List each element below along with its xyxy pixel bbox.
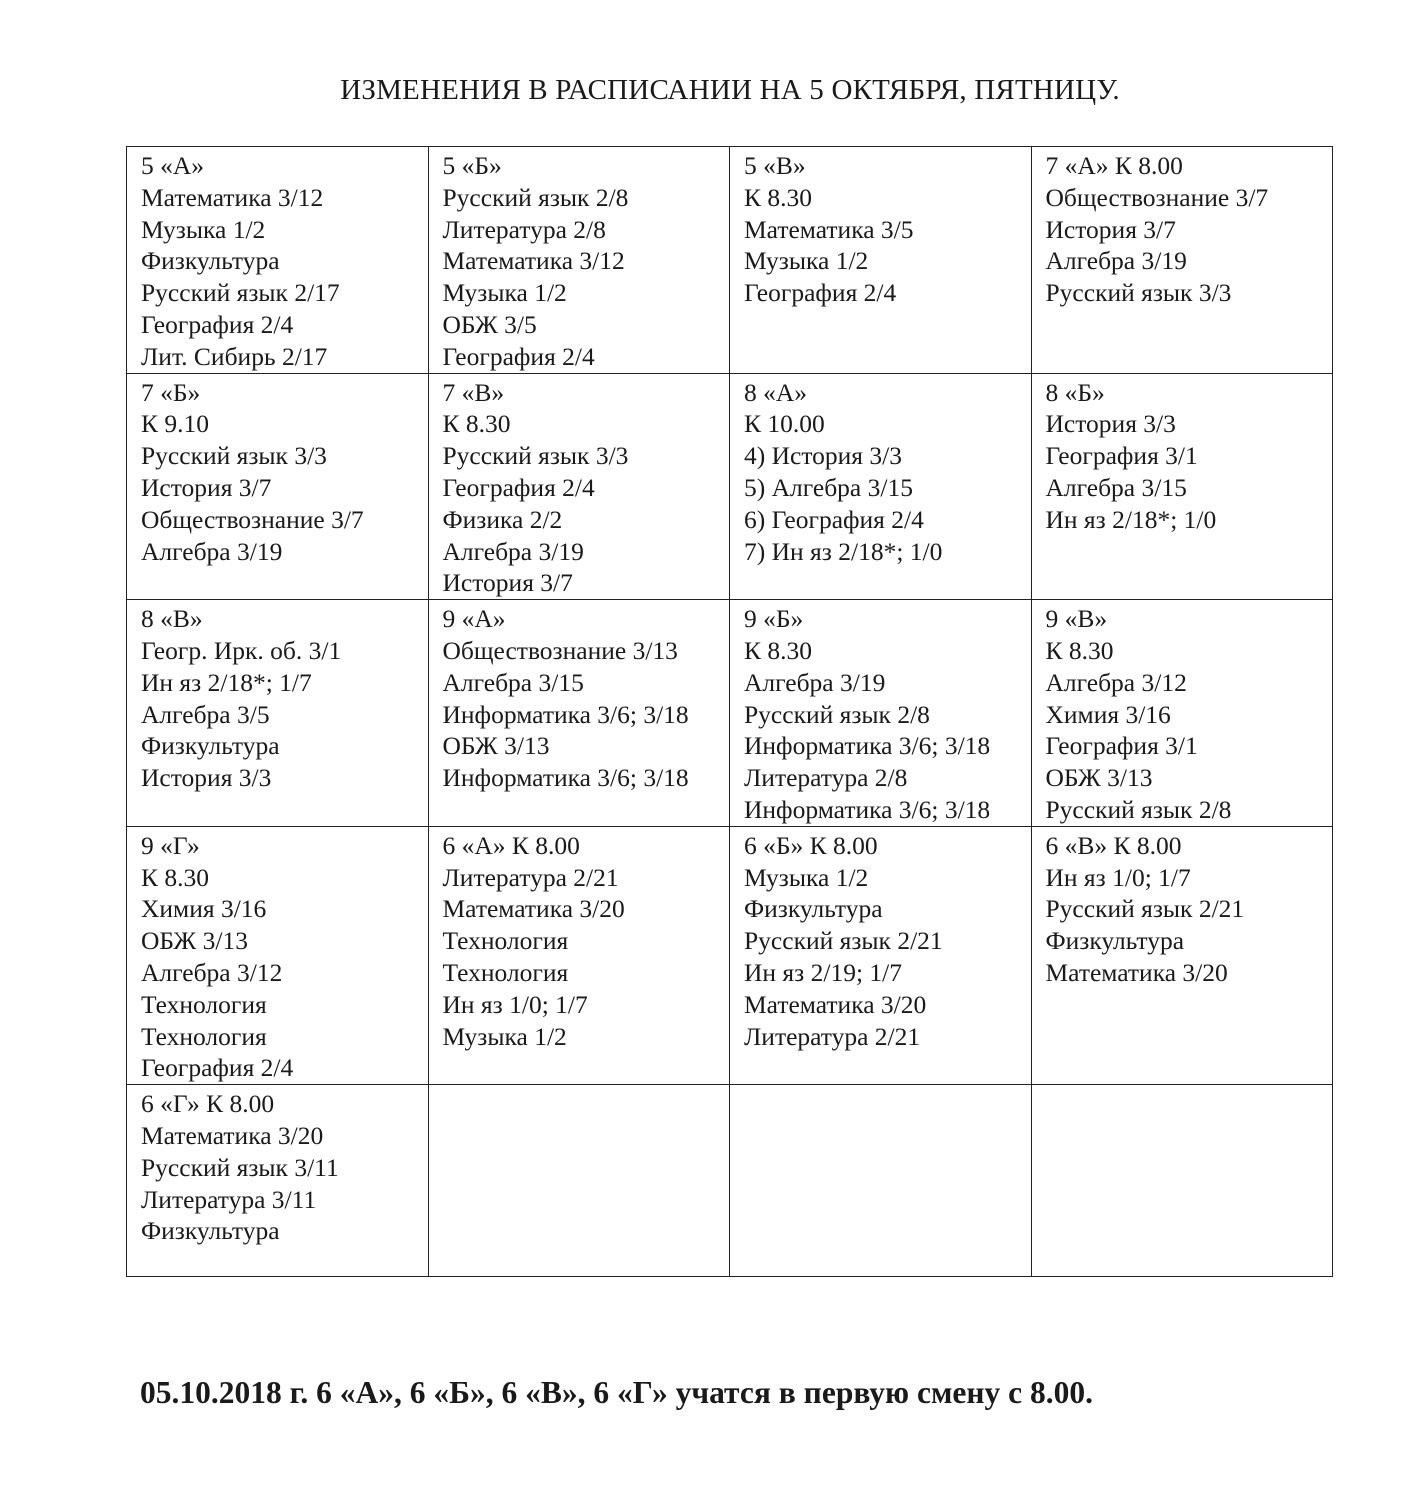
lesson-entry: География 2/4 bbox=[442, 341, 595, 371]
schedule-row bbox=[127, 1085, 1333, 1277]
lesson-entry: История 3/7 bbox=[141, 472, 272, 502]
schedule-row bbox=[127, 373, 1333, 600]
lesson-entry: Алгебра 3/12 bbox=[141, 957, 283, 987]
lesson-entry: К 8.30 bbox=[442, 409, 511, 439]
class-cell bbox=[730, 373, 1032, 600]
class-header: 8 «В» bbox=[141, 604, 203, 634]
lesson-entry: ОБЖ 3/5 bbox=[442, 309, 537, 339]
lesson-entry: История 3/7 bbox=[1045, 214, 1176, 244]
class-header: 9 «Г» bbox=[141, 830, 200, 860]
lesson-entry: Математика 3/20 bbox=[141, 1120, 324, 1150]
lesson-entry: 5) Алгебра 3/15 bbox=[744, 472, 913, 502]
lesson-entry: Информатика 3/6; 3/18 bbox=[744, 794, 991, 824]
class-cell bbox=[428, 826, 730, 1084]
lesson-entry: ОБЖ 3/13 bbox=[141, 926, 248, 956]
lesson-entry: Ин яз 2/19; 1/7 bbox=[744, 957, 902, 987]
lesson-entry: Литература 2/21 bbox=[744, 1021, 921, 1051]
lesson-entry: Математика 3/20 bbox=[1045, 957, 1228, 987]
lesson-entry: Русский язык 2/17 bbox=[141, 278, 340, 308]
lesson-entry: Ин яз 1/0; 1/7 bbox=[442, 989, 588, 1019]
lesson-entry: К 8.30 bbox=[744, 635, 813, 665]
lesson-entry: ОБЖ 3/13 bbox=[442, 731, 550, 761]
lesson-entry: Лит. Сибирь 2/17 bbox=[141, 341, 328, 371]
class-header: 7 «В» bbox=[442, 377, 505, 407]
lesson-entry: Физкультура bbox=[1045, 926, 1185, 956]
class-header: 5 «В» bbox=[744, 151, 806, 180]
lesson-entry: Технология bbox=[141, 989, 267, 1019]
class-header: 6 «В» К 8.00 bbox=[1045, 830, 1182, 860]
class-header: 9 «А» bbox=[442, 604, 506, 634]
class-cell bbox=[127, 373, 429, 600]
lesson-entry: Литература 2/8 bbox=[744, 763, 908, 793]
class-header: 6 «Г» К 8.00 bbox=[141, 1089, 275, 1119]
lesson-entry: Технология bbox=[442, 926, 569, 956]
class-cell bbox=[1031, 147, 1333, 374]
lesson-entry: Музыка 1/2 bbox=[442, 1021, 567, 1051]
lesson-entry: Физика 2/2 bbox=[442, 504, 563, 534]
lesson-entry: Информатика 3/6; 3/18 bbox=[442, 699, 689, 729]
lesson-entry: История 3/3 bbox=[1045, 409, 1176, 439]
lesson-entry: Русский язык 3/11 bbox=[141, 1152, 339, 1182]
lesson-entry: Технология bbox=[442, 957, 569, 987]
class-cell bbox=[730, 147, 1032, 374]
class-header: 8 «А» bbox=[744, 377, 808, 407]
lesson-entry: Ин яз 1/0; 1/7 bbox=[1045, 862, 1191, 892]
class-cell bbox=[127, 147, 429, 374]
lesson-entry: История 3/7 bbox=[442, 568, 573, 598]
schedule-row bbox=[127, 147, 1333, 374]
lesson-entry: Русский язык 2/8 bbox=[1045, 794, 1232, 824]
class-cell bbox=[127, 1085, 429, 1277]
lesson-entry: Русский язык 2/21 bbox=[1045, 894, 1245, 924]
class-header: 8 «Б» bbox=[1045, 377, 1105, 407]
lesson-entry: История 3/3 bbox=[141, 763, 272, 793]
lesson-entry: Алгебра 3/19 bbox=[1045, 246, 1187, 276]
lesson-entry: Русский язык 2/8 bbox=[442, 182, 629, 212]
lesson-entry: География 2/4 bbox=[141, 309, 294, 339]
lesson-entry: География 2/4 bbox=[141, 1053, 294, 1083]
lesson-entry: 6) География 2/4 bbox=[744, 504, 924, 534]
lesson-entry: Музыка 1/2 bbox=[744, 246, 869, 276]
lesson-entry: География 2/4 bbox=[744, 278, 897, 308]
schedule-table bbox=[126, 146, 1333, 1277]
lesson-entry: Ин яз 2/18*; 1/7 bbox=[141, 667, 312, 697]
lesson-entry: Литература 2/21 bbox=[442, 862, 619, 892]
lesson-entry: Физкультура bbox=[141, 246, 280, 276]
lesson-entry: Информатика 3/6; 3/18 bbox=[442, 763, 689, 793]
lesson-entry: Ин яз 2/18*; 1/0 bbox=[1045, 504, 1217, 534]
lesson-entry: Физкультура bbox=[744, 894, 883, 924]
lesson-entry: Алгебра 3/19 bbox=[744, 667, 886, 697]
class-cell bbox=[428, 600, 730, 827]
lesson-entry: 7) Ин яз 2/18*; 1/0 bbox=[744, 536, 943, 566]
class-cell bbox=[1031, 826, 1333, 1084]
lesson-entry: Музыка 1/2 bbox=[744, 862, 869, 892]
class-cell bbox=[127, 600, 429, 827]
class-cell bbox=[1031, 600, 1333, 827]
class-header: 5 «Б» bbox=[442, 151, 502, 180]
lesson-entry: Музыка 1/2 bbox=[141, 214, 266, 244]
lesson-entry: К 8.30 bbox=[744, 182, 813, 212]
lesson-entry: ОБЖ 3/13 bbox=[1045, 763, 1153, 793]
class-header: 9 «Б» bbox=[744, 604, 804, 634]
lesson-entry: К 9.10 bbox=[141, 409, 210, 439]
lesson-entry: Литература 3/11 bbox=[141, 1184, 317, 1214]
class-header: 7 «Б» bbox=[141, 377, 201, 407]
lesson-entry: Математика 3/12 bbox=[141, 182, 324, 212]
lesson-entry: Русский язык 3/3 bbox=[1045, 278, 1232, 308]
schedule-row bbox=[127, 826, 1333, 1084]
lesson-entry: Физкультура bbox=[141, 1216, 280, 1246]
lesson-entry: Геогр. Ирк. об. 3/1 bbox=[141, 635, 342, 665]
lesson-entry: Алгебра 3/19 bbox=[442, 536, 584, 566]
empty-cell bbox=[428, 1085, 730, 1277]
empty-cell bbox=[730, 1085, 1032, 1277]
lesson-entry: География 2/4 bbox=[442, 472, 595, 502]
lesson-entry: Русский язык 2/8 bbox=[744, 699, 930, 729]
lesson-entry: К 8.30 bbox=[1045, 635, 1114, 665]
lesson-entry: Технология bbox=[141, 1021, 267, 1051]
lesson-entry: К 10.00 bbox=[744, 409, 825, 439]
class-header: 9 «В» bbox=[1045, 604, 1108, 634]
class-cell bbox=[730, 826, 1032, 1084]
lesson-entry: Музыка 1/2 bbox=[442, 278, 567, 308]
lesson-entry: Физкультура bbox=[141, 731, 280, 761]
lesson-entry: Обществознание 3/7 bbox=[1045, 182, 1269, 212]
lesson-entry: Русский язык 3/3 bbox=[442, 441, 629, 471]
lesson-entry: Литература 2/8 bbox=[442, 214, 606, 244]
lesson-entry: География 3/1 bbox=[1045, 441, 1198, 471]
class-header: 6 «Б» К 8.00 bbox=[744, 830, 878, 860]
lesson-entry: Русский язык 2/21 bbox=[744, 926, 943, 956]
class-header: 7 «А» К 8.00 bbox=[1045, 151, 1183, 180]
lesson-entry: Химия 3/16 bbox=[141, 894, 267, 924]
class-header: 6 «А» К 8.00 bbox=[442, 830, 580, 860]
lesson-entry: Алгебра 3/12 bbox=[1045, 667, 1187, 697]
class-cell bbox=[127, 826, 429, 1084]
lesson-entry: Математика 3/20 bbox=[442, 894, 625, 924]
lesson-entry: К 8.30 bbox=[141, 862, 210, 892]
lesson-entry: Математика 3/20 bbox=[744, 989, 927, 1019]
class-cell bbox=[730, 600, 1032, 827]
lesson-entry: География 3/1 bbox=[1045, 731, 1198, 761]
schedule-row bbox=[127, 600, 1333, 827]
empty-cell bbox=[1031, 1085, 1333, 1277]
class-cell bbox=[428, 147, 730, 374]
lesson-entry: Алгебра 3/15 bbox=[1045, 472, 1187, 502]
page-title: ИЗМЕНЕНИЯ В РАСПИСАНИИ НА 5 ОКТЯБРЯ, ПЯТНИЦУ. bbox=[340, 74, 1120, 106]
lesson-entry: Математика 3/5 bbox=[744, 214, 914, 244]
lesson-entry: Обществознание 3/13 bbox=[442, 635, 678, 665]
lesson-entry: Химия 3/16 bbox=[1045, 699, 1171, 729]
class-header: 5 «А» bbox=[141, 151, 205, 180]
footer-note: 05.10.2018 г. 6 «А», 6 «Б», 6 «В», 6 «Г» учатся в первую смену с 8.00. bbox=[140, 1375, 1094, 1410]
lesson-entry: Алгебра 3/19 bbox=[141, 536, 283, 566]
lesson-entry: Русский язык 3/3 bbox=[141, 441, 327, 471]
lesson-entry: 4) История 3/3 bbox=[744, 441, 902, 471]
lesson-entry: Математика 3/12 bbox=[442, 246, 625, 276]
lesson-entry: Информатика 3/6; 3/18 bbox=[744, 731, 991, 761]
class-cell bbox=[428, 373, 730, 600]
lesson-entry: Алгебра 3/5 bbox=[141, 699, 270, 729]
lesson-entry: Алгебра 3/15 bbox=[442, 667, 584, 697]
class-cell bbox=[1031, 373, 1333, 600]
lesson-entry: Обществознание 3/7 bbox=[141, 504, 364, 534]
